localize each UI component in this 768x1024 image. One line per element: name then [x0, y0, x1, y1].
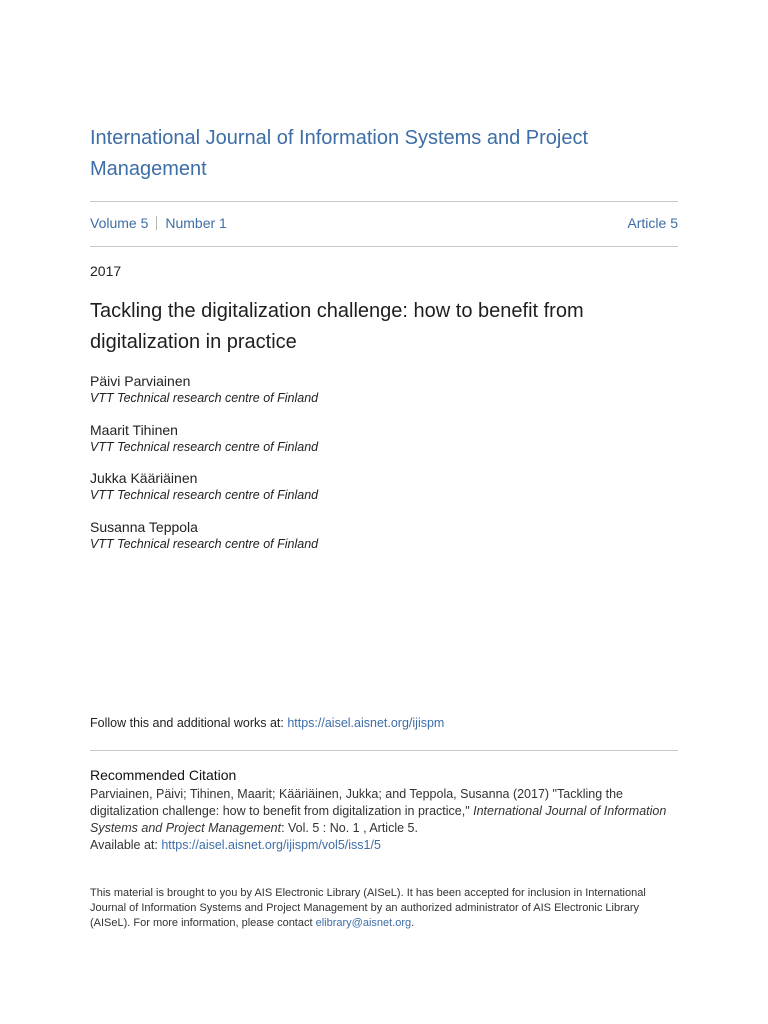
- author-name: Maarit Tihinen: [90, 421, 178, 438]
- publication-year: 2017: [90, 263, 122, 279]
- citation-prefix: Parviainen, Päivi; Tihinen, Maarit; Kääriäinen, Jukka; and Teppola, Susanna (2017) "Tackling the digitalization challenge: how to benefit from digitalization in practice,": [90, 787, 623, 818]
- collection-link[interactable]: https://aisel.aisnet.org/ijispm: [287, 716, 445, 730]
- available-label: Available at:: [90, 838, 162, 852]
- footer-notice: [90, 886, 680, 931]
- volume-link[interactable]: Volume 5: [90, 215, 149, 231]
- article-url-link[interactable]: https://aisel.aisnet.org/ijispm/vol5/iss1/5: [161, 838, 381, 852]
- author-affiliation: VTT Technical research centre of Finland: [90, 391, 319, 405]
- recommended-citation-heading: Recommended Citation: [90, 767, 237, 783]
- author-affiliation: VTT Technical research centre of Finland: [90, 536, 319, 551]
- author-list: [90, 372, 680, 566]
- author-entry: [90, 421, 680, 470]
- contact-email-link[interactable]: elibrary@aisnet.org: [315, 917, 412, 929]
- citation-journal: International Journal of Information Systems and Project Management: [90, 804, 667, 835]
- follow-text: Follow this and additional works at:: [90, 716, 288, 730]
- journal-title-link[interactable]: International Journal of Information Systems and Project Management: [90, 127, 589, 180]
- citation-text: [90, 786, 682, 854]
- author-name: Päivi Parviainen: [90, 373, 191, 389]
- paper-title: Tackling the digitalization challenge: how to benefit from digitalization in practice: [90, 300, 584, 353]
- citation-suffix: : Vol. 5 : No. 1 , Article 5.: [281, 821, 418, 835]
- top-divider: [90, 201, 678, 202]
- author-entry: [90, 518, 680, 567]
- number-link[interactable]: Number 1: [165, 215, 227, 231]
- author-entry: [90, 469, 680, 518]
- author-name: Jukka Kääriäinen: [90, 470, 198, 486]
- author-affiliation: VTT Technical research centre of Finland: [90, 439, 319, 454]
- article-link[interactable]: Article 5: [627, 215, 678, 231]
- issue-divider: [90, 246, 678, 247]
- author-name: Susanna Teppola: [90, 518, 198, 535]
- footer-end: .: [411, 917, 415, 929]
- author-affiliation: VTT Technical research centre of Finland: [90, 488, 319, 502]
- footer-text: This material is brought to you by AIS Electronic Library (AISeL). It has been accepted for inclusion in International Journal of Information Systems and Project Management by an authorized administrator of AIS Electronic Library (AISeL). For more information, please contact: [90, 887, 646, 929]
- citation-divider: [90, 750, 678, 751]
- follow-line: [90, 715, 444, 732]
- pipe-separator: [156, 216, 157, 230]
- author-entry: [90, 372, 680, 421]
- issue-nav: [90, 213, 678, 233]
